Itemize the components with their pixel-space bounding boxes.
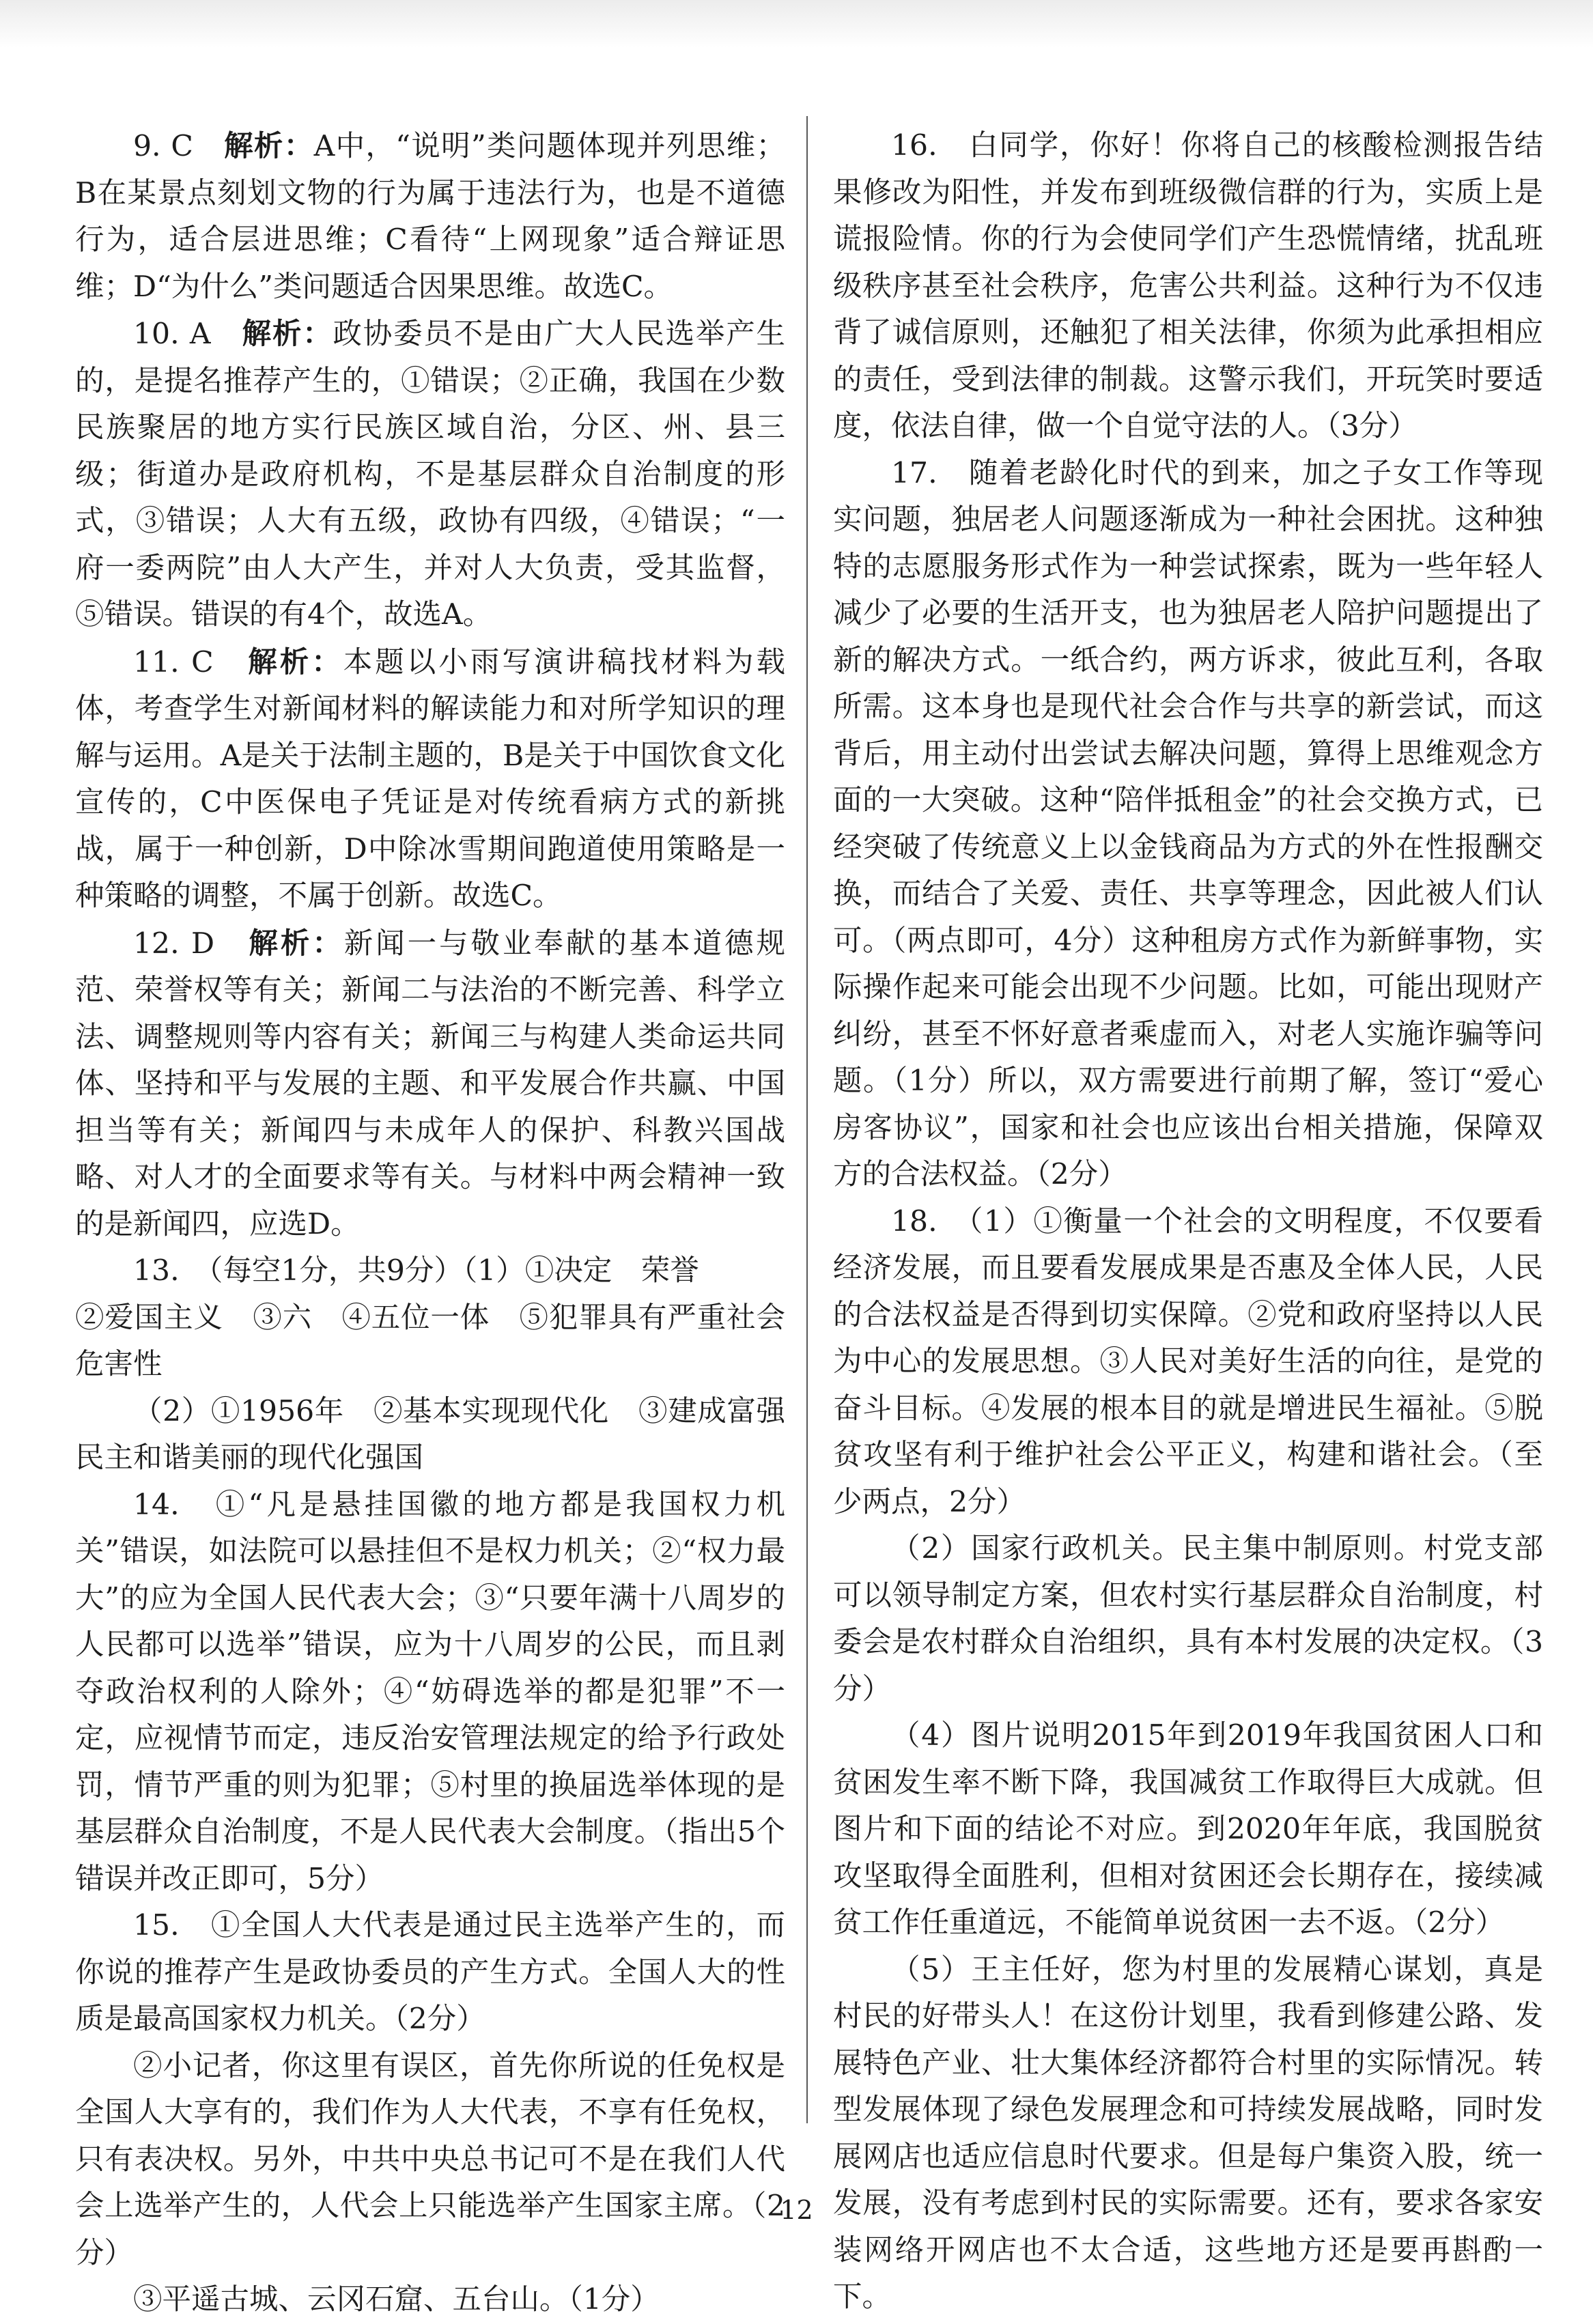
answer-13 [75,1248,785,1295]
answer-text: ①全国人大代表是通过民主选举产生的，而你说的推荐产生是政协委员的产生方式。全国人大的性质是最高国家权力机关。（2分） [75,1909,785,2036]
answer-text: （1）①衡量一个社会的文明程度，不仅要看经济发展，而且要看发展成果是否惠及全体人民，人民的合法权益是否得到切实保障。②党和政府坚持以人民为中心的发展思想。③人民对美好生活的向往，是党的奋斗目标。④发展的根本目的就是增进民生福祉。⑤脱贫攻坚有利于维护社会公平正义，构建和谐社会。（至少两点，2分） [833,1204,1543,1519]
question-number: 9. C [133,130,193,163]
answer-9 [75,123,785,311]
answer-18-part-4: （4）图片说明2015年到2019年我国贫困人口和贫困发生率不断下降，我国减贫工作取得巨大成就。但图片和下面的结论不对应。到2020年年底，我国脱贫攻坚取得全面胜利，但相对贫困还会长期存在，接续减贫工作任重道远，不能简单说贫困一去不返。（2分） [833,1719,1543,1940]
question-number: 18. [891,1204,938,1238]
answer-text: 新闻一与敬业奉献的基本道德规范、荣誉权等有关；新闻二与法治的不断完善、科学立法、调整规则等内容有关；新闻三与构建人类命运共同体、坚持和平与发展的主题、和平发展合作共赢、中国担当等有关；新闻四与未成年人的保护、科教兴国战略、对人才的全面要求等有关。与材料中两会精神一致的是新闻四，应选D。 [75,926,785,1241]
answer-15-part-2: ②小记者，你这里有误区，首先你所说的任免权是全国人大享有的，我们作为人大代表，不享有任免权，只有表决权。另外，中共中央总书记可不是在我们人代会上选举产生的，人代会上只能选举产生国家主席。（2分） [75,2049,785,2270]
analysis-label: 解析： [224,129,314,163]
answer-17 [833,451,1543,1199]
answer-15-part-3: ③平遥古城、云冈石窟、五台山。（1分） [133,2283,660,2316]
question-number: 15. [133,1909,180,1942]
question-number: 12. D [133,926,215,961]
analysis-label: 解析： [248,644,343,679]
answer-text: 随着老龄化时代的到来，加之子女工作等现实问题，独居老人问题逐渐成为一种社会困扰。这种独特的志愿服务形式作为一种尝试探索，既为一些年轻人减少了必要的生活开支，也为独居老人陪护问题提出了新的解决方式。一纸合约，两方诉求，彼此互利，各取所需。这本身也是现代社会合作与共享的新尝试，而这背后，用主动付出尝试去解决问题，算得上思维观念方面的一大突破。这种“陪伴抵租金”的社会交换方式，已经突破了传统意义上以金钱商品为方式的外在性报酬交换，而结合了关爱、责任、共享等理念，因此被人们认可。（两点即可，4分）这种租房方式作为新鲜事物，实际操作起来可能会出现不少问题。比如，可能出现财产纠纷，甚至不怀好意者乘虚而入，对老人实施诈骗等问题。（1分）所以，双方需要进行前期了解，签订“爱心房客协议”，国家和社会也应该出台相关措施，保障双方的合法权益。（2分） [833,456,1543,1191]
question-number: 14. [133,1488,180,1522]
question-number: 11. C [133,645,214,679]
answer-text: A中，“说明”类问题体现并列思维；B在某景点刻划文物的行为属于违法行为，也是不道德行为，适合层进思维；C看待“上网现象”适合辩证思维；D“为什么”类问题适合因果思维。故选C。 [75,130,785,304]
analysis-label: 解析： [249,926,344,961]
answer-15 [75,1903,785,2043]
answer-text: （每空1分，共9分）（1）①决定 荣誉 [208,1254,699,1288]
question-number: 16. [891,129,938,162]
page-number: 12 [780,2195,813,2225]
answer-text: 白同学，你好！你将自己的核酸检测报告结果修改为阳性，并发布到班级微信群的行为，实质上是谎报险情。你的行为会使同学们产生恐慌情绪，扰乱班级秩序甚至社会秩序，危害公共利益。这种行为不仅违背了诚信原则，还触犯了相关法律，你须为此承担相应的责任，受到法律的制裁。这警示我们，开玩笑时要适度，依法自律，做一个自觉守法的人。（3分） [833,129,1543,443]
right-column [833,123,1543,2321]
answer-18-part-5: （5）王主任好，您为村里的发展精心谋划，真是村民的好带头人！在这份计划里，我看到修建公路、发展特色产业、壮大集体经济都符合村里的实际情况。转型发展体现了绿色发展理念和可持续发展战略，同时发展网店也适应信息时代要求。但是每户集资入股，统一发展，没有考虑到村民的实际需要。还有，要求各家安装网络开网店也不太合适，这些地方还是要再斟酌一下。 [833,1953,1543,2314]
answer-text: ①“凡是悬挂国徽的地方都是我国权力机关”错误，如法院可以悬挂但不是权力机关；②“权力最大”的应为全国人民代表大会；③“只要年满十八周岁的人民都可以选举”错误，应为十八周岁的公民，而且剥夺政治权利的人除外；④“妨碍选举的都是犯罪”不一定，应视情节而定，违反治安管理法规定的给予行政处罚，情节严重的则为犯罪；⑤村里的换届选举体现的是基层群众自治制度，不是人民代表大会制度。（指出5个错误并改正即可，5分） [75,1488,785,1896]
answer-13-line-2: ②爱国主义 ③六 ④五位一体 ⑤犯罪具有严重社会危害性 [75,1301,785,1381]
answer-14 [75,1482,785,1903]
answer-text: 政协委员不是由广大人民选举产生的，是提名推荐产生的，①错误；②正确，我国在少数民族聚居的地方实行民族区域自治，分区、州、县三级；街道办是政府机构，不是基层群众自治制度的形式，③错误；人大有五级，政协有四级，④错误；“一府一委两院”由人大产生，并对人大负责，受其监督，⑤错误。错误的有4个，故选A。 [75,317,785,632]
left-column [75,123,785,2324]
page-top-shade [0,0,1593,48]
answer-11 [75,639,785,920]
column-divider [806,116,808,2123]
answer-16 [833,123,1543,451]
question-number: 17. [891,456,938,490]
answer-12 [75,920,785,1249]
analysis-label: 解析： [242,317,333,351]
answer-10 [75,311,785,639]
answer-18 [833,1199,1543,1527]
question-number: 13. [133,1254,180,1288]
answer-18-part-2: （2）国家行政机关。民主集中制原则。村党支部可以领导制定方案，但农村实行基层群众自治制度，村委会是农村群众自治组织，具有本村发展的决定权。（3分） [833,1532,1543,1706]
answer-text: 本题以小雨写演讲稿找材料为载体，考查学生对新闻材料的解读能力和对所学知识的理解与运用。A是关于法制主题的，B是关于中国饮食文化宣传的，C中医保电子凭证是对传统看病方式的新挑战，属于一种创新，D中除冰雪期间跑道使用策略是一种策略的调整，不属于创新。故选C。 [75,645,785,913]
question-number: 10. A [133,317,211,351]
answer-13-part-2: （2）①1956年 ②基本实现现代化 ③建成富强民主和谐美丽的现代化强国 [75,1394,785,1475]
